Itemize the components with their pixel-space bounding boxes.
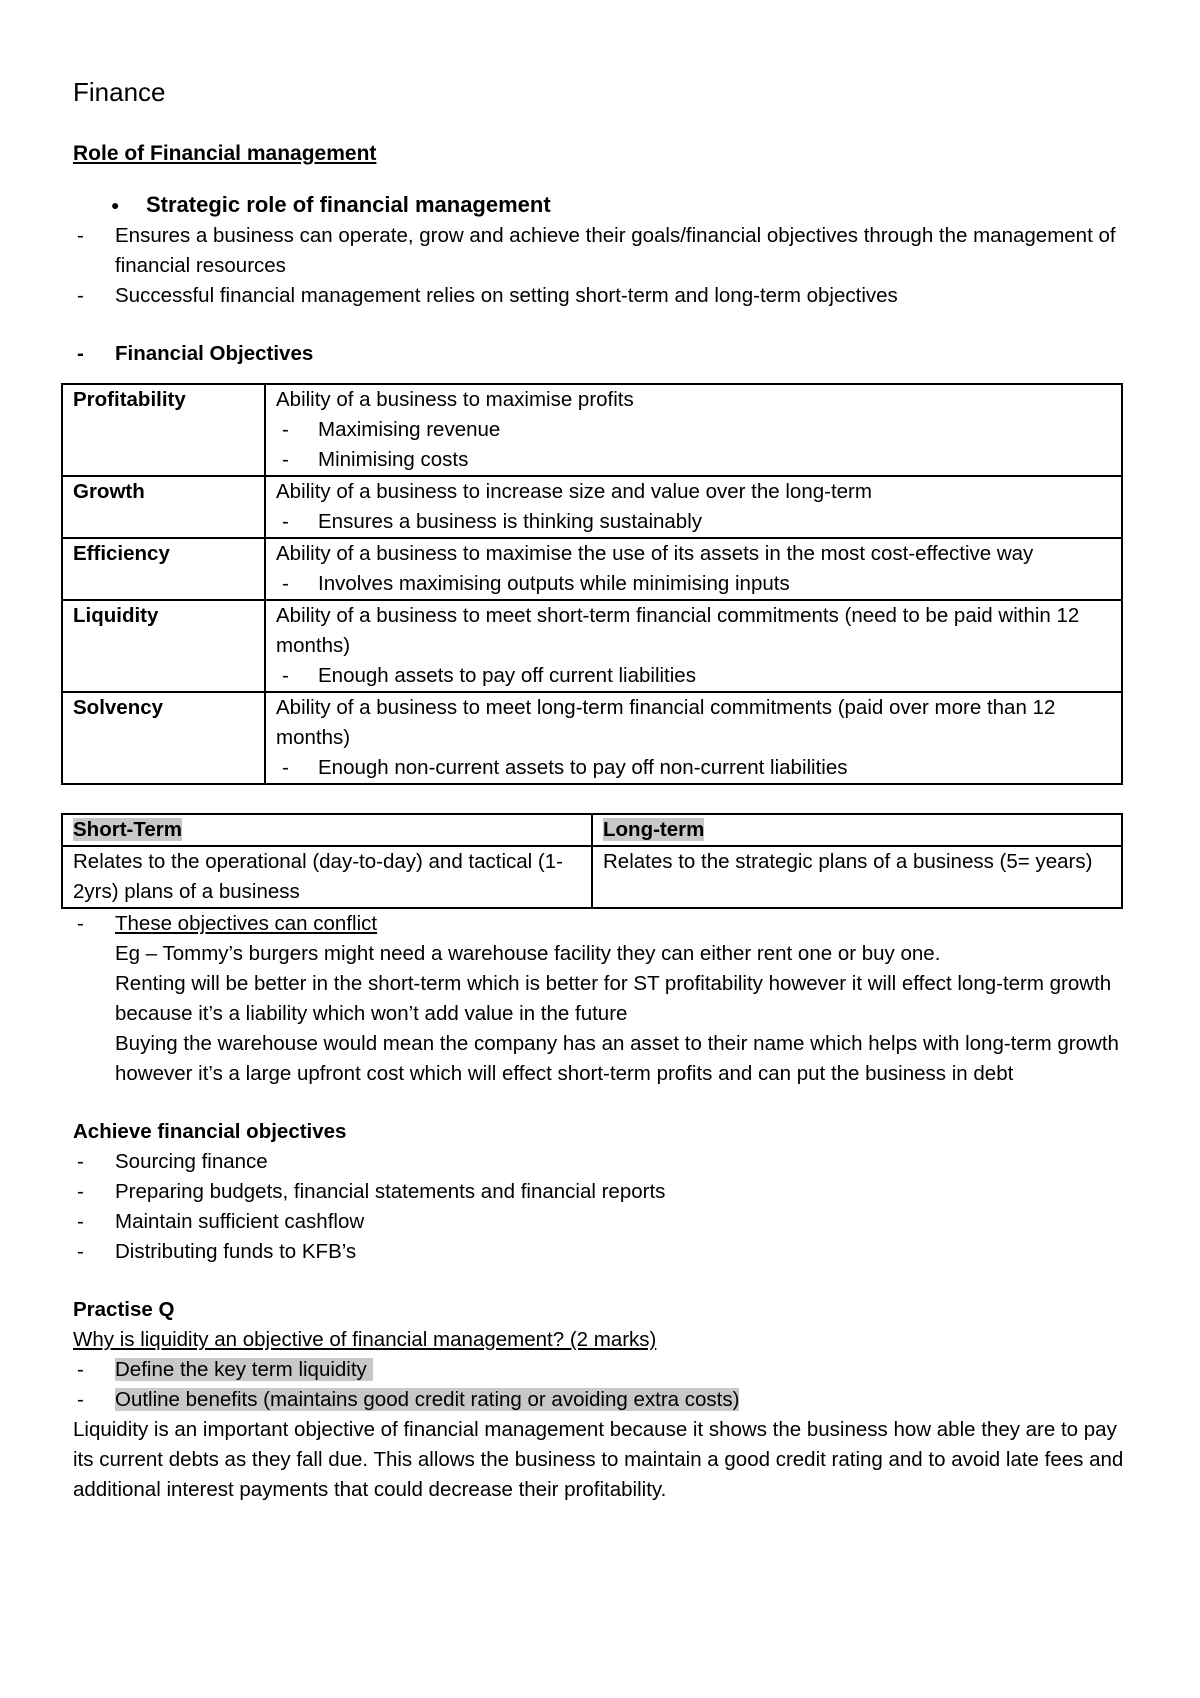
objectives-table — [61, 383, 1123, 785]
table-row — [62, 814, 1122, 846]
conflict-example-2: Renting will be better in the short-term which is better for ST profitability however it will effect long-term growth because it’s a liability which won’t add value in the future — [115, 972, 1112, 1025]
table-cell-desc: Ability of a business to meet long-term financial commitments (paid over more than 12 months) - Enough non-current assets to pay off non-current liabilities — [265, 692, 1122, 784]
dash-icon: - — [77, 1388, 84, 1411]
table-cell-short: Relates to the operational (day-to-day) and tactical (1-2yrs) plans of a business — [62, 846, 592, 908]
list-item: - Ensures a business can operate, grow and achieve their goals/financial objectives through the management of financial resources — [73, 221, 1133, 281]
table-cell-key: Profitability — [62, 384, 265, 476]
dash-icon: - — [282, 664, 289, 687]
table-cell-desc: Ability of a business to meet short-term financial commitments (need to be paid within 12 months) - Enough assets to pay off current liabilities — [265, 600, 1122, 692]
dash-icon: - — [77, 912, 84, 935]
table-row — [62, 600, 1122, 692]
page-title: Finance — [73, 77, 166, 107]
dash-icon: - — [77, 1358, 84, 1381]
list-item: - Successful financial management relies on setting short-term and long-term objectives — [73, 281, 1133, 311]
table-cell-key: Solvency — [62, 692, 265, 784]
sub-item: - Maximising revenue — [276, 415, 1111, 445]
sub-item: - Minimising costs — [276, 445, 1111, 475]
practise-hints — [73, 1355, 1133, 1415]
table-row — [62, 692, 1122, 784]
table-row — [62, 476, 1122, 538]
dash-icon: - — [282, 756, 289, 779]
strategic-heading: ● Strategic role of financial management — [73, 189, 1133, 221]
conflict-example-3: Buying the warehouse would mean the company has an asset to their name which helps with long-term growth however it’s a large upfront cost which will effect short-term profits and can put the business in debt — [115, 1032, 1119, 1085]
dash-icon: - — [77, 342, 84, 365]
list-item: - Define the key term liquidity — [73, 1355, 1133, 1385]
sub-item: - Enough assets to pay off current liabilities — [276, 661, 1111, 691]
sub-item: - Involves maximising outputs while minimising inputs — [276, 569, 1111, 599]
dash-icon: - — [77, 224, 84, 247]
table-header-short: Short-Term — [62, 814, 592, 846]
list-item: - Distributing funds to KFB’s — [73, 1237, 1133, 1267]
dash-icon: - — [77, 1210, 84, 1233]
list-item: - Outline benefits (maintains good credit rating or avoiding extra costs) — [73, 1385, 1133, 1415]
dash-icon: - — [77, 284, 84, 307]
list-item: - These objectives can conflict — [73, 909, 1133, 939]
table-cell-key: Liquidity — [62, 600, 265, 692]
table-row — [62, 846, 1122, 908]
table-cell-key: Efficiency — [62, 538, 265, 600]
dash-icon: - — [282, 418, 289, 441]
table-cell-desc: Ability of a business to increase size and value over the long-term - Ensures a business is thinking sustainably — [265, 476, 1122, 538]
document-page — [73, 75, 1133, 1505]
objectives-heading-list — [73, 339, 1133, 369]
table-cell-key: Growth — [62, 476, 265, 538]
section-title: Role of Financial management — [73, 142, 377, 165]
table-cell-desc: Ability of a business to maximise profits - Maximising revenue - Minimising costs — [265, 384, 1122, 476]
table-cell-desc: Ability of a business to maximise the use of its assets in the most cost-effective way - Involves maximising outputs while minimising inputs — [265, 538, 1122, 600]
dash-icon: - — [77, 1150, 84, 1173]
sub-item: - Enough non-current assets to pay off non-current liabilities — [276, 753, 1111, 783]
conflict-list — [73, 909, 1133, 939]
term-table — [61, 813, 1123, 909]
achieve-heading: Achieve financial objectives — [73, 1120, 347, 1143]
list-item: - Financial Objectives — [73, 339, 1133, 369]
practise-heading: Practise Q — [73, 1298, 175, 1321]
conflict-example-1: Eg – Tommy’s burgers might need a warehouse facility they can either rent one or buy one. — [115, 942, 941, 965]
achieve-list — [73, 1147, 1133, 1267]
list-item: - Preparing budgets, financial statements and financial reports — [73, 1177, 1133, 1207]
practise-question: Why is liquidity an objective of financial management? (2 marks) — [73, 1328, 657, 1351]
sub-item: - Ensures a business is thinking sustainably — [276, 507, 1111, 537]
list-item: - Sourcing finance — [73, 1147, 1133, 1177]
dash-icon: - — [282, 510, 289, 533]
dash-icon: - — [77, 1240, 84, 1263]
dash-icon: - — [282, 448, 289, 471]
bullet-icon: ● — [111, 197, 120, 213]
dash-icon: - — [282, 572, 289, 595]
table-row — [62, 384, 1122, 476]
practise-answer: Liquidity is an important objective of financial management because it shows the business how able they are to pay its current debts as they fall due. This allows the business to maintain a good credit rating and to avoid late fees and additional interest payments that could decrease their profitability. — [73, 1418, 1124, 1501]
dash-icon: - — [77, 1180, 84, 1203]
table-row — [62, 538, 1122, 600]
table-cell-long: Relates to the strategic plans of a business (5= years) — [592, 846, 1122, 908]
table-header-long: Long-term — [592, 814, 1122, 846]
list-item: - Maintain sufficient cashflow — [73, 1207, 1133, 1237]
strategic-points — [73, 221, 1133, 311]
